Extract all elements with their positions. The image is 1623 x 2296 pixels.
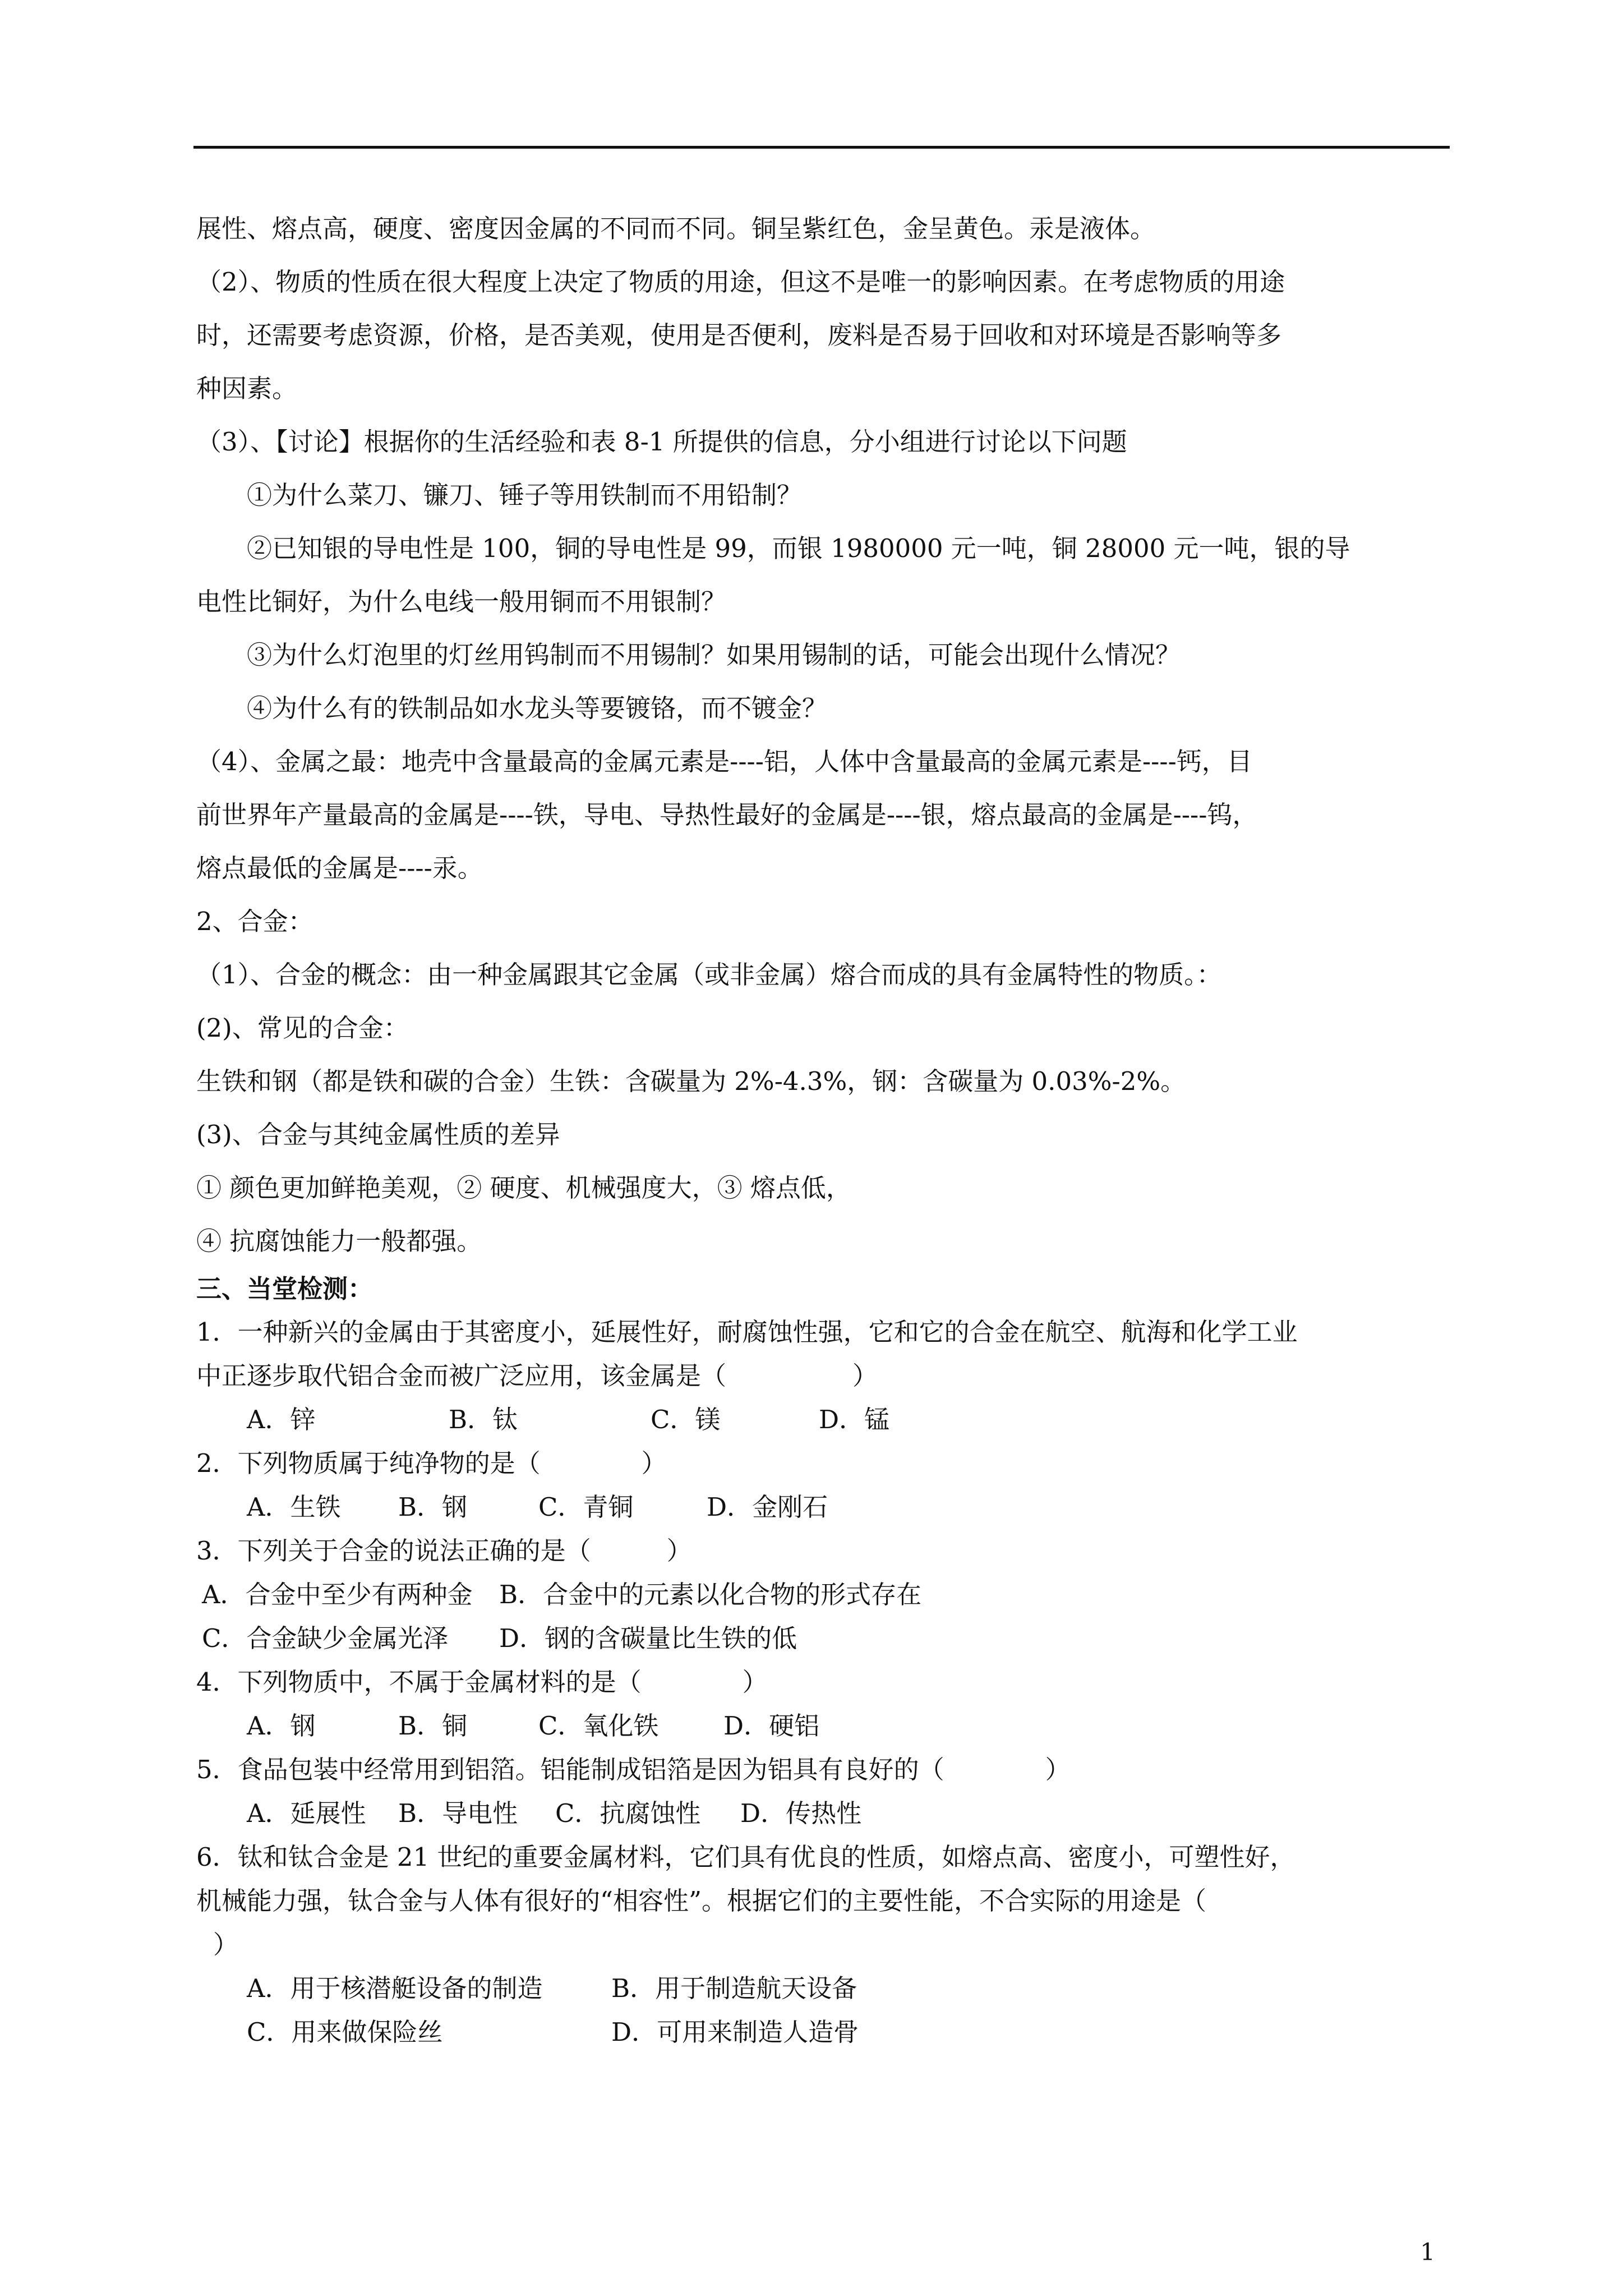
- paragraph: 展性、熔点高，硬度、密度因金属的不同而不同。铜呈紫红色，金呈黄色。汞是液体。: [196, 214, 1156, 243]
- question: [196, 1310, 1453, 1442]
- question-options: [196, 1485, 1453, 1529]
- option: C．镁: [651, 1405, 721, 1434]
- option: C．用来做保险丝: [247, 2017, 443, 2047]
- discussion-question-cont: 电性比铜好，为什么电线一般用铜而不用银制？: [196, 587, 727, 616]
- question-options: [196, 1792, 1453, 1835]
- paragraph: (2)、常见的合金：: [196, 1013, 409, 1043]
- subheading: 2、合金：: [196, 907, 313, 936]
- question-stem: 5．食品包装中经常用到铝箔。铝能制成铝箔是因为铝具有良好的（ ）: [196, 1755, 1071, 1784]
- section-title: 三、当堂检测：: [196, 1274, 374, 1304]
- question: [196, 1660, 1453, 1748]
- paragraph: （2）、物质的性质在很大程度上决定了物质的用途，但这不是唯一的影响因素。在考虑物质的用途: [196, 267, 1285, 297]
- question-options: [196, 1573, 1453, 1617]
- question-stem: 机械能力强，钛合金与人体有很好的“相容性”。根据它们的主要性能，不合实际的用途是（: [196, 1886, 1207, 1916]
- option: D．传热性: [740, 1798, 862, 1828]
- discussion-question: ①为什么菜刀、镰刀、锤子等用铁制而不用铅制？: [247, 480, 803, 510]
- question: [196, 1748, 1453, 1835]
- option: D．锰: [819, 1405, 890, 1434]
- option: C．抗腐蚀性: [555, 1798, 701, 1828]
- paragraph: （3）、【讨论】根据你的生活经验和表 8-1 所提供的信息，分小组进行讨论以下问题: [196, 427, 1127, 457]
- option: D．可用来制造人造骨: [611, 2017, 859, 2047]
- question-options: [196, 1967, 1453, 2010]
- question-options: [196, 2010, 1453, 2054]
- option: A．合金中至少有两种金: [202, 1580, 473, 1609]
- paragraph: 种因素。: [196, 374, 298, 403]
- option: B．钢: [398, 1492, 468, 1522]
- option: D．金刚石: [707, 1492, 828, 1522]
- question-options: [196, 1704, 1453, 1748]
- option: B．钛: [449, 1405, 518, 1434]
- discussion-question: ②已知银的导电性是 100，铜的导电性是 99，而银 1980000 元一吨，铜 28000 元一吨，银的导: [247, 533, 1350, 563]
- option: C．合金缺少金属光泽: [202, 1623, 449, 1653]
- question-stem: 中正逐步取代铝合金而被广泛应用，该金属是（ ）: [196, 1361, 878, 1391]
- question: [196, 1835, 1453, 2054]
- option: B．合金中的元素以化合物的形式存在: [499, 1580, 922, 1609]
- question-options: [196, 1617, 1453, 1660]
- option: B．用于制造航天设备: [611, 1973, 857, 2003]
- discussion-question: ④为什么有的铁制品如水龙头等要镀铬，而不镀金？: [247, 693, 828, 723]
- paragraph: (3)、合金与其纯金属性质的差异: [196, 1120, 560, 1149]
- option: A．钢: [247, 1711, 316, 1741]
- paragraph: （4）、金属之最：地壳中含量最高的金属元素是----铝，人体中含量最高的金属元素是----钙，目: [196, 747, 1252, 776]
- option: C．青铜: [538, 1492, 634, 1522]
- question-stem: 4．下列物质中，不属于金属材料的是（ ）: [196, 1667, 768, 1697]
- header-rule: [193, 146, 1450, 149]
- question-stem: 6．钛和钛合金是 21 世纪的重要金属材料，它们具有优良的性质，如熔点高、密度小，可塑性好，: [196, 1842, 1295, 1872]
- paragraph: ④ 抗腐蚀能力一般都强。: [196, 1226, 482, 1256]
- discussion-question: ③为什么灯泡里的灯丝用钨制而不用锡制？如果用锡制的话，可能会出现什么情况？: [247, 640, 1181, 670]
- paragraph: ① 颜色更加鲜艳美观，② 硬度、机械强度大，③ 熔点低，: [196, 1173, 851, 1203]
- question-stem: 2．下列物质属于纯净物的是（ ）: [196, 1448, 667, 1478]
- page-number: 1: [1420, 2238, 1435, 2266]
- option: A．生铁: [247, 1492, 341, 1522]
- option: A．用于核潜艇设备的制造: [247, 1973, 543, 2003]
- option: A．延展性: [247, 1798, 366, 1828]
- question: [196, 1529, 1453, 1660]
- option: C．氧化铁: [538, 1711, 659, 1741]
- option: D．硬铝: [723, 1711, 820, 1741]
- paragraph: 时，还需要考虑资源，价格，是否美观，使用是否便利，废料是否易于回收和对环境是否影响等多: [196, 320, 1282, 350]
- option: A．锌: [247, 1405, 316, 1434]
- paragraph: 生铁和钢（都是铁和碳的合金）生铁：含碳量为 2%-4.3%，钢：含碳量为 0.03%-2%。: [196, 1066, 1186, 1096]
- paragraph: 熔点最低的金属是----汞。: [196, 853, 483, 883]
- question-stem: ）: [213, 1930, 239, 1959]
- question-stem: 3．下列关于合金的说法正确的是（ ）: [196, 1536, 692, 1566]
- question-options: [196, 1398, 1453, 1442]
- question: [196, 1442, 1453, 1529]
- option: B．导电性: [398, 1798, 518, 1828]
- paragraph: （1）、合金的概念：由一种金属跟其它金属（或非金属）熔合而成的具有金属特性的物质。：: [196, 960, 1222, 990]
- option: B．铜: [398, 1711, 468, 1741]
- document-body: [196, 202, 1453, 2054]
- question-stem: 1．一种新兴的金属由于其密度小，延展性好，耐腐蚀性强，它和它的合金在航空、航海和化学工业: [196, 1317, 1298, 1347]
- paragraph: 前世界年产量最高的金属是----铁，导电、导热性最好的金属是----银，熔点最高的金属是----钨，: [196, 800, 1258, 830]
- option: D．钢的含碳量比生铁的低: [499, 1623, 797, 1653]
